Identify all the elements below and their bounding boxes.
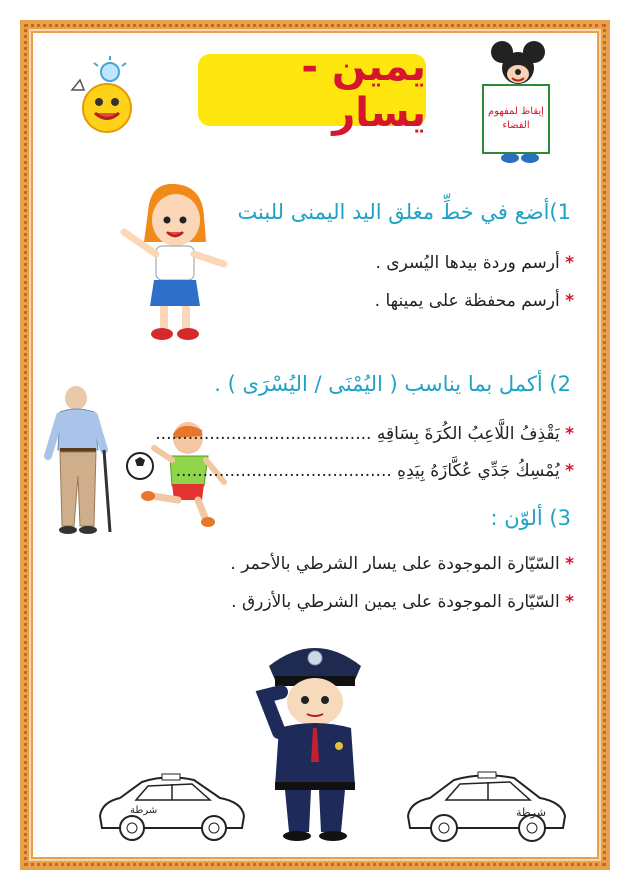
q2-item-1	[155, 424, 574, 444]
q2-item-1-text: يَقْذِفُ اللَّاعِبُ الكُرَةَ بِسَاقِهِ	[376, 424, 560, 444]
q3-item-2	[231, 592, 574, 612]
girl-illustration	[120, 182, 230, 347]
grandfather-illustration	[40, 386, 120, 536]
police-car-right-label: شرطة	[516, 806, 546, 819]
q1-heading: 1)أضع في خطِّ مغلق اليد اليمنى للبنت	[237, 200, 571, 224]
q2-blank-2[interactable]: ........................................	[175, 461, 392, 481]
sign-feet-icon	[500, 150, 540, 164]
q1-item-2	[375, 291, 574, 311]
lightbulb-smiley-icon	[60, 60, 140, 140]
police-officer-illustration	[255, 636, 375, 841]
title-banner	[198, 44, 426, 136]
q3-item-1-text: السّيّارة الموجودة على يسار الشرطي بالأحمر .	[230, 554, 560, 574]
q3-item-1	[230, 554, 574, 574]
q2-blank-1[interactable]: ........................................	[155, 424, 372, 444]
police-car-left-label: شرطة	[130, 805, 158, 816]
mickey-mascot-icon	[488, 40, 548, 90]
bullet-star: *	[565, 554, 574, 574]
q2-item-2-text: يُمْسِكُ جَدِّي عُكَّازَهُ بِيَدِهِ	[397, 461, 560, 481]
bullet-star: *	[565, 592, 574, 612]
q1-item-2-text: أرسم محفظة على يمينها .	[374, 291, 560, 311]
concept-sign	[482, 84, 550, 154]
page-title: يمين - يسار	[301, 44, 426, 136]
bullet-star: *	[565, 291, 574, 311]
q3-item-2-text: السّيّارة الموجودة على يمين الشرطي بالأزرق .	[231, 592, 560, 612]
q2-item-2	[176, 461, 574, 481]
bullet-star: *	[565, 253, 574, 273]
q1-item-1	[375, 253, 574, 273]
police-car-left-illustration	[96, 772, 248, 844]
sign-line-2: الفضاء	[502, 120, 530, 131]
bullet-star: *	[565, 461, 574, 481]
sign-line-1: إيقاظ لمفهوم	[488, 106, 544, 117]
q3-heading: 3) ألوّن :	[490, 506, 571, 530]
bullet-star: *	[565, 424, 574, 444]
q1-item-1-text: أرسم وردة بيدها اليُسرى .	[375, 253, 560, 273]
q2-heading: 2) أكمل بما يناسب ( اليُمْنَى / اليُسْرَى ) .	[214, 372, 571, 396]
